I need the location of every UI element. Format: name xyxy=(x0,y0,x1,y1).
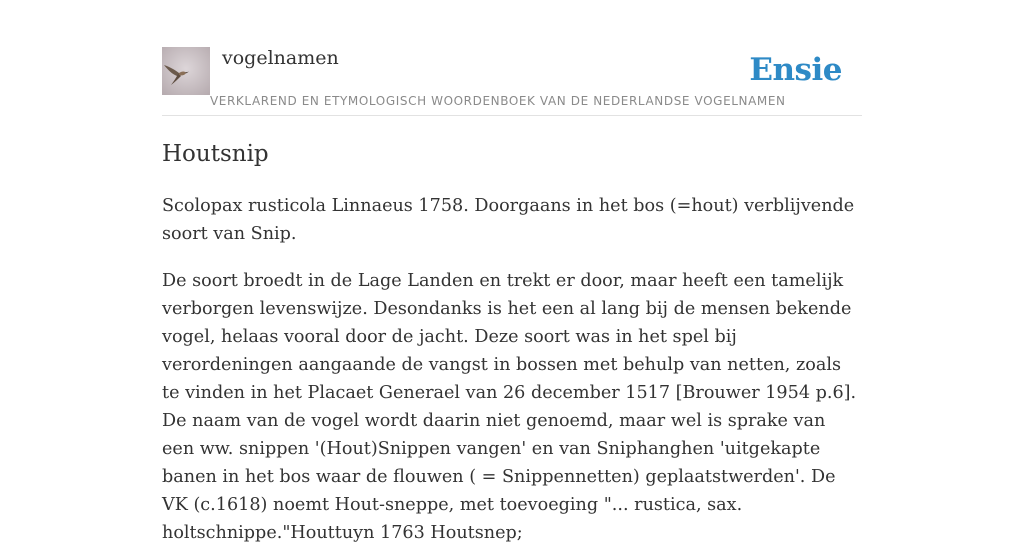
article-paragraph: Scolopax rusticola Linnaeus 1758. Doorgaans in het bos (=hout) verblijvende soort van Snip. xyxy=(162,196,855,244)
article-paragraph: De soort broedt in de Lage Landen en trekt er door, maar heeft een tamelijk verborgen levenswijze. Desondanks is het een al lang bij de mensen bekende vogel, helaas vooral door de jacht. Deze soort was in het spel bij verordeningen aangaande de vangst in bossen met behulp van netten, zoals te vinden in het Placaet Generael van 26 december 1517 [Brouwer 1954 p.6]. De naam van de vogel wordt daarin niet genoemd, maar wel is sprake van een ww. snippen '(Hout)Snippen vangen' en van Sniphanghen 'uitgekapte banen in het bos waar de flouwen ( = Snippennetten) geplaatstwerden'. De VK (c.1618) noemt Hout-sneppe, met toevoeging "... rustica, sax. holtschnippe."Houttuyn 1763 Houtsnep; xyxy=(162,271,857,543)
site-header xyxy=(162,0,862,116)
page-title: Houtsnip xyxy=(162,141,269,167)
site-tagline: VERKLAREND EN ETYMOLOGISCH WOORDENBOEK VAN DE NEDERLANDSE VOGELNAMEN xyxy=(210,94,786,108)
page-container xyxy=(162,0,862,543)
bird-in-flight-photo-icon xyxy=(162,47,210,95)
site-name[interactable]: vogelnamen xyxy=(222,47,339,69)
avatar[interactable] xyxy=(162,47,210,95)
ensie-logo[interactable]: Ensie xyxy=(749,52,842,88)
